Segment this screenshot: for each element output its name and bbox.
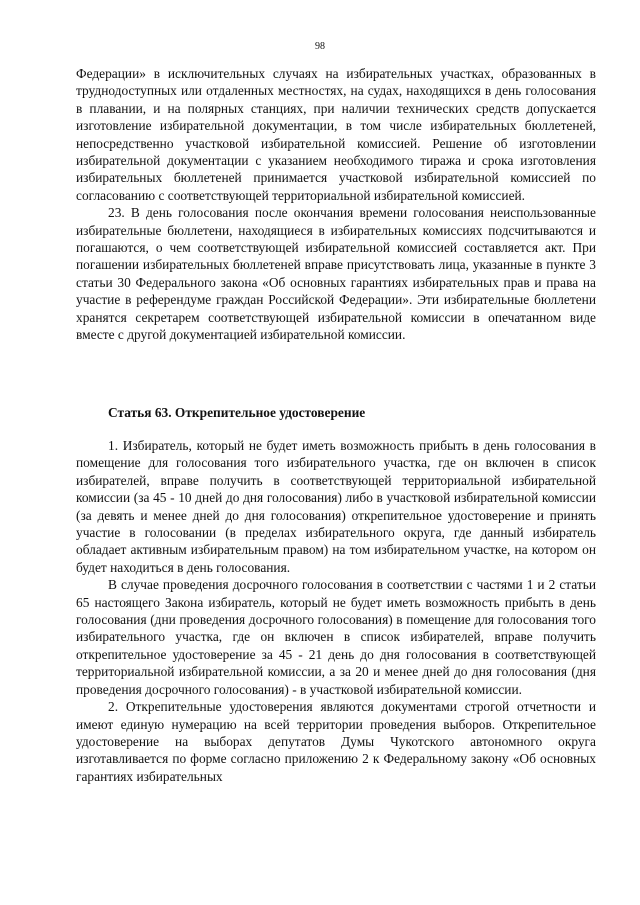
- paragraph-item-1: 1. Избиратель, который не будет иметь возможность прибыть в день голосования в помещение для голосования того избирательного участка, где он включен в список избирателей, вправе получить в соответствующей территориальной избирательной комиссии (за 45 - 10 дней до дня голосования) либо в участковой избирательной комиссии (за девять и менее дней до дня голосования) открепительное удостоверение и принять участие в голосовании (в пределах избирательного округа, где данный избиратель обладает активным избирательным правом) на том избирательном участке, на котором он будет находиться в день голосования.: [76, 438, 596, 575]
- paragraph-item-23: 23. В день голосования после окончания времени голосования неиспользованные избирательные бюллетени, находящиеся в избирательных комиссиях подсчитываются и погашаются, о чем соответствующей избирательной комиссией составляется акт. При погашении избирательных бюллетеней вправе присутствовать лица, указанные в пункте 3 статьи 30 Федерального закона «Об основных гарантиях избирательных прав и права на участие в референдуме граждан Российской Федерации». Эти избирательные бюллетени хранятся секретарем соответствующей избирательной комиссии в опечатанном виде вместе с другой документацией избирательной комиссии.: [76, 205, 596, 343]
- page-number: 98: [315, 41, 325, 52]
- paragraph-continued: Федерации» в исключительных случаях на избирательных участках, образованных в труднодоступных или отдаленных местностях, на судах, находящихся в день голосования в плавании, и на полярных станциях, при наличии технических средств допускается изготовление избирательной документации, в том числе избирательных бюллетеней, непосредственно участковой избирательной комиссией. Решение об изготовлении избирательной документации с указанием необходимого тиража и срока изготовления избирательных бюллетеней принимается участковой избирательной комиссией по согласованию с соответствующей территориальной избирательной комиссией.: [76, 66, 596, 203]
- article-text-block: [76, 437, 596, 785]
- article-heading: Статья 63. Открепительное удостоверение: [108, 405, 366, 420]
- paragraph-item-2: 2. Открепительные удостоверения являются документами строгой отчетности и имеют единую нумерацию на всей территории проведения выборов. Открепительное удостоверение на выборах депутатов Думы Чукотского автономного округа изготавливается по форме согласно приложению 2 к Федеральному закону «Об основных гарантиях избирательных: [76, 699, 596, 784]
- continued-text-block: [76, 65, 596, 344]
- paragraph-early-voting: В случае проведения досрочного голосования в соответствии с частями 1 и 2 статьи 65 настоящего Закона избиратель, который не будет иметь возможность прибыть в день голосования (дни проведения досрочного голосования) в помещение для голосования того избирательного участка, где он включен в список избирателей, вправе получить открепительное удостоверение за 45 - 21 день до дня голосования в соответствующей территориальной избирательной комиссии, а за 20 и менее дней до дня голосования (дня проведения досрочного голосования) - в участковой избирательной комиссии.: [76, 577, 596, 697]
